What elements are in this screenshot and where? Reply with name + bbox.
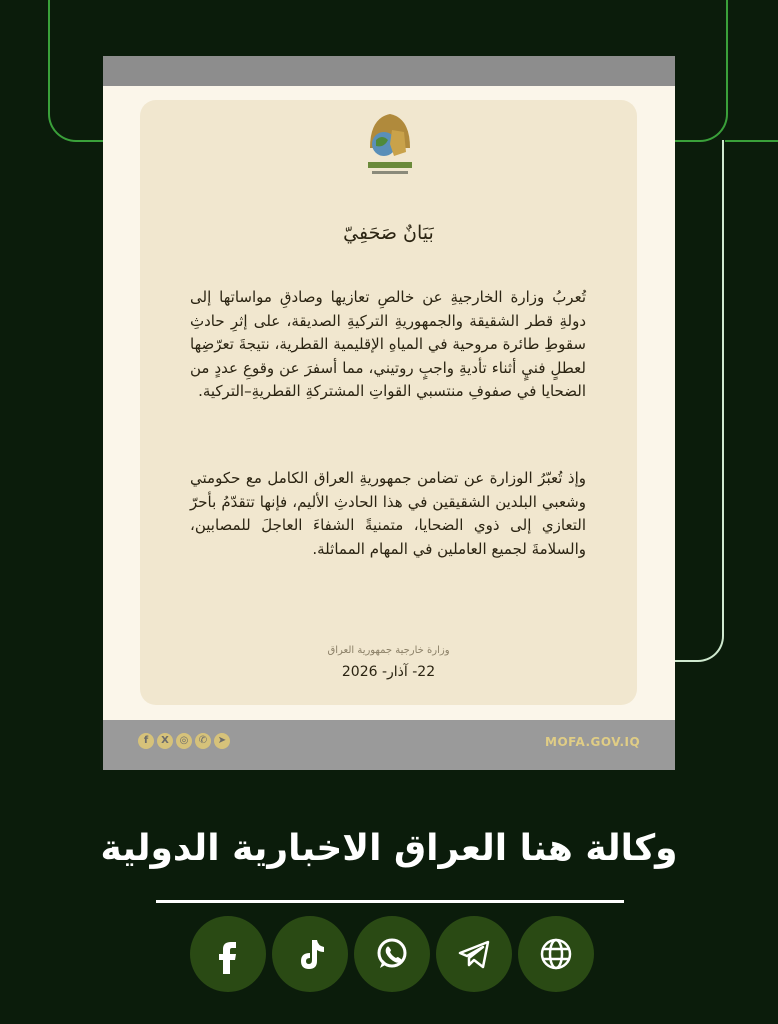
telegram-icon: [454, 934, 494, 974]
signature-organization: وزارة خارجية جمهورية العراق: [327, 645, 450, 656]
whatsapp-icon: ✆: [195, 733, 211, 749]
facebook-button[interactable]: [190, 916, 266, 992]
social-buttons: [190, 916, 594, 992]
facebook-icon: f: [138, 733, 154, 749]
agency-divider: [156, 900, 624, 903]
website-url[interactable]: MOFA.GOV.IQ: [545, 735, 641, 749]
statement-title: بَيَانٌ صَحَفِيّ: [343, 222, 434, 244]
facebook-icon: [208, 934, 248, 974]
tiktok-button[interactable]: [272, 916, 348, 992]
card-top-bar: [103, 56, 675, 86]
telegram-icon: ➤: [214, 733, 230, 749]
frame-line-right-horizontal: [725, 140, 778, 142]
instagram-icon: ◎: [176, 733, 192, 749]
globe-icon: [536, 934, 576, 974]
statement-paragraph-2: وإذ تُعبّرُ الوزارة عن تضامن جمهوريةِ العراق الكامل مع حكومتي وشعبي البلدين الشقيقين في هذا الحادثِ الأليم، فإنها تتقدّمُ بأحرّ التعازي إلى ذوي الضحايا، متمنيةً الشفاءَ العاجلَ للمصابين، والسلامةَ لجميع العاملين في المهام المماثلة.: [190, 469, 586, 558]
telegram-button[interactable]: [436, 916, 512, 992]
x-icon: X: [157, 733, 173, 749]
card-social-icons: [138, 733, 230, 751]
ministry-logo: [362, 108, 418, 184]
tiktok-icon: [290, 934, 330, 974]
statement-paragraph-1: تُعربُ وزارة الخارجيةِ عن خالصِ تعازيها وصادقِ مواساتها إلى دولةِ قطر الشقيقة والجمهوريةِ التركيةِ الصديقة، على إثرِ حادثِ سقوطِ طائرة مروحية في المياهِ الإقليمية القطرية، نتيجةَ تعرّضِها لعطلٍ فنيٍ أثناء تأديةِ واجبٍ روتيني، مما أسفرَ عن وقوعِ عددٍ من الضحايا في صفوفِ منتسبي القواتِ المشتركةِ القطريةِ–التركية.: [190, 288, 586, 400]
whatsapp-icon: [372, 934, 412, 974]
signature-date: 22- آذار- 2026: [341, 664, 436, 680]
whatsapp-button[interactable]: [354, 916, 430, 992]
website-button[interactable]: [518, 916, 594, 992]
agency-name: وكالة هنا العراق الاخبارية الدولية: [100, 828, 678, 869]
